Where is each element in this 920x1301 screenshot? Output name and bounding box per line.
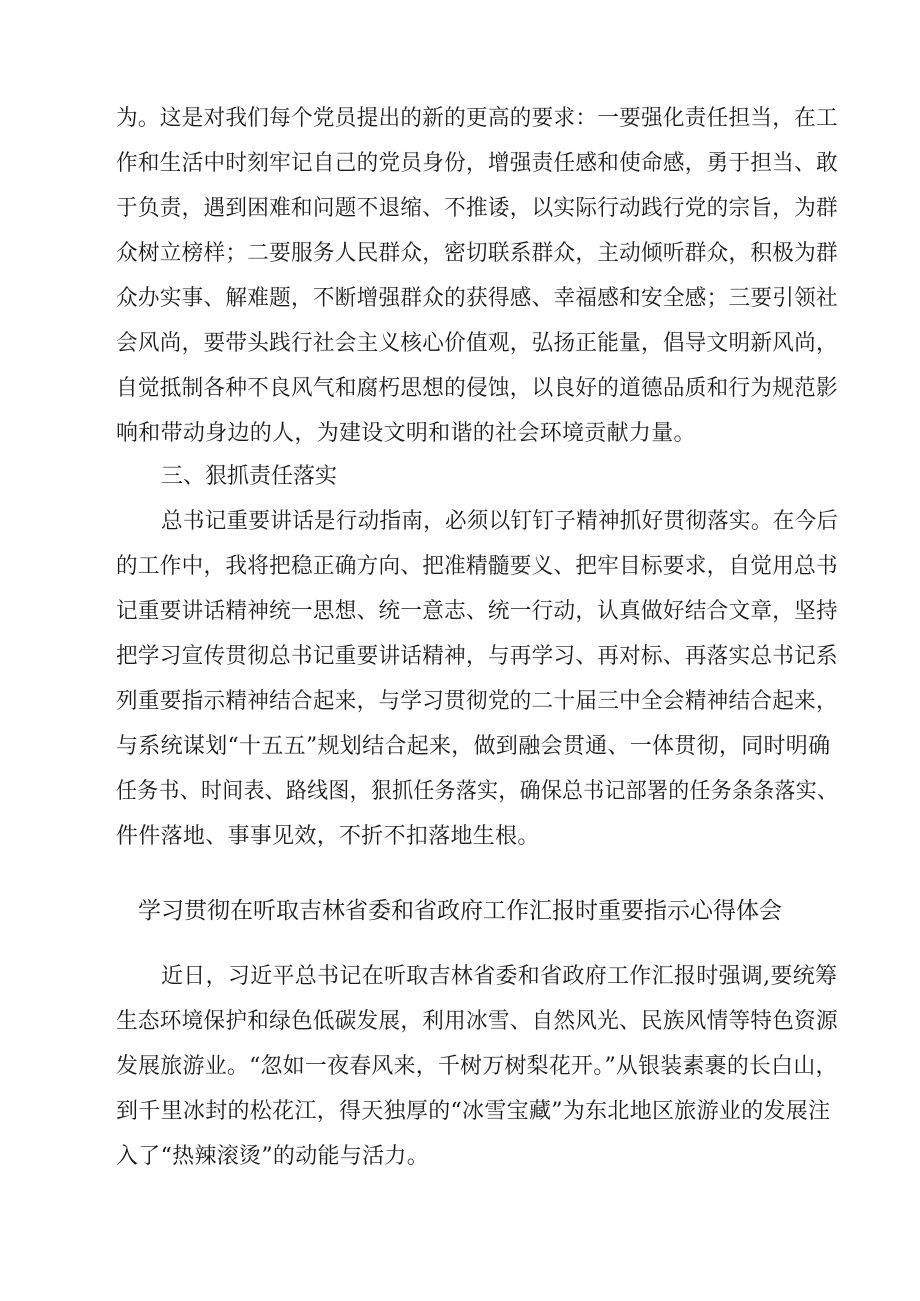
paragraph-line: 作和生活中时刻牢记自己的党员身份，增强责任感和使命感，勇于担当、敢 <box>116 151 838 176</box>
paragraph-line: 会风尚，要带头践行社会主义核心价值观，弘扬正能量，倡导文明新风尚， <box>116 331 838 356</box>
paragraph-line: 记重要讲话精神统一思想、统一意志、统一行动，认真做好结合文章，坚持 <box>116 599 838 624</box>
paragraph-line: 生态环境保护和绿色低碳发展，利用冰雪、自然风光、民族风情等特色资源 <box>116 1009 838 1034</box>
paragraph-line: 发展旅游业。“忽如一夜春风来，千树万树梨花开。”从银装素裹的长白山， <box>116 1054 838 1079</box>
paragraph-line: 响和带动身边的人，为建设文明和谐的社会环境贡献力量。 <box>116 421 696 446</box>
paragraph-line: 近日，习近平总书记在听取吉林省委和省政府工作汇报时强调,要统筹 <box>161 964 838 989</box>
paragraph-line: 任务书、时间表、路线图，狠抓任务落实，确保总书记部署的任务条条落实、 <box>116 779 839 804</box>
paragraph-line: 的工作中，我将把稳正确方向、把准精髓要义、把牢目标要求，自觉用总书 <box>116 554 838 579</box>
paragraph-line: 件件落地、事事见效，不折不扣落地生根。 <box>116 824 540 849</box>
paragraph-line: 到千里冰封的松花江，得天独厚的“冰雪宝藏”为东北地区旅游业的发展注 <box>116 1099 831 1124</box>
paragraph-line: 众办实事、解难题，不断增强群众的获得感、幸福感和安全感；三要引领社 <box>116 286 838 311</box>
paragraph-line: 总书记重要讲话是行动指南，必须以钉钉子精神抓好贯彻落实。在今后 <box>161 509 839 534</box>
article-title: 学习贯彻在听取吉林省委和省政府工作汇报时重要指示心得体会 <box>138 898 782 924</box>
paragraph-line: 列重要指示精神结合起来，与学习贯彻党的二十届三中全会精神结合起来， <box>116 689 838 714</box>
paragraph-line: 自觉抵制各种不良风气和腐朽思想的侵蚀，以良好的道德品质和行为规范影 <box>116 376 838 401</box>
paragraph-line: 与系统谋划“十五五”规划结合起来，做到融会贯通、一体贯彻，同时明确 <box>116 734 831 759</box>
paragraph-line: 入了“热辣滚烫”的动能与活力。 <box>116 1144 429 1169</box>
paragraph-line: 众树立榜样；二要服务人民群众，密切联系群众，主动倾听群众，积极为群 <box>116 241 838 266</box>
paragraph-line: 于负责，遇到困难和问题不退缩、不推诿，以实际行动践行党的宗旨，为群 <box>116 196 838 221</box>
section-heading: 三、狠抓责任落实 <box>161 464 338 489</box>
paragraph-line: 为。这是对我们每个党员提出的新的更高的要求：一要强化责任担当，在工 <box>116 106 838 131</box>
paragraph-line: 把学习宣传贯彻总书记重要讲话精神，与再学习、再对标、再落实总书记系 <box>116 644 838 669</box>
